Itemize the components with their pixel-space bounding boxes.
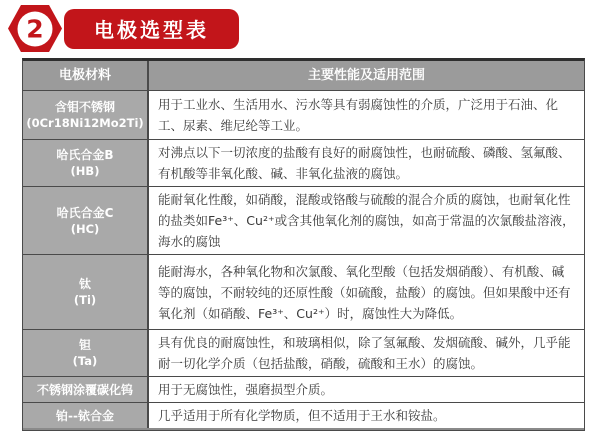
material-cell	[23, 377, 149, 402]
material-cell	[23, 255, 149, 329]
table-row	[23, 140, 584, 187]
table-row	[23, 377, 584, 403]
badge-number: 2	[26, 14, 44, 43]
description-text: 具有优良的耐腐蚀性，和玻璃相似，除了氢氟酸、发烟硫酸、碱外，几乎能耐一切化学介质（包括盐酸，硝酸，硫酸和王水）的腐蚀。	[158, 335, 571, 371]
description-cell	[149, 255, 584, 329]
page-header	[0, 0, 600, 52]
table-row	[23, 255, 584, 330]
material-code: (HC)	[70, 221, 100, 236]
table-row	[23, 91, 584, 140]
description-cell	[149, 377, 584, 402]
material-name: 哈氏合金B	[56, 148, 114, 162]
material-cell	[23, 91, 149, 139]
description-text: 能耐氧化性酸，如硝酸，混酸或铬酸与硫酸的混合介质的腐蚀，也耐氧化性的盐类如Fe³⁺、Cu²⁺或含其他氧化剂的腐蚀，如高于常温的次氯酸盐溶液，海水的腐蚀	[158, 192, 575, 249]
material-cell	[23, 140, 149, 186]
description-cell	[149, 330, 584, 376]
material-name: 钛	[78, 277, 91, 291]
electrode-selection-table	[22, 58, 585, 431]
material-code: (0Cr18Ni12Mo2Ti)	[26, 116, 144, 130]
material-name: 哈氏合金C	[56, 205, 114, 220]
table-header-row	[23, 61, 584, 91]
material-cell	[23, 330, 149, 376]
material-cell	[23, 187, 149, 254]
description-cell	[149, 403, 584, 428]
description-text: 对沸点以下一切浓度的盐酸有良好的耐腐蚀性，也耐硫酸、磷酸、氢氟酸、有机酸等非氧化酸、碱、非氧化盐液的腐蚀。	[158, 145, 571, 181]
description-text: 几乎适用于所有化学物质，但不适用于王水和铵盐。	[158, 408, 446, 423]
description-cell	[149, 140, 584, 186]
table-row	[23, 187, 584, 255]
page-title: 电极选型表	[64, 9, 239, 49]
description-cell	[149, 187, 584, 254]
material-code: (HB)	[70, 164, 100, 178]
description-text: 能耐海水，各种氧化物和次氯酸、氧化型酸（包括发烟硝酸）、有机酸、碱等的腐蚀，不耐较纯的还原性酸（如硫酸，盐酸）的腐蚀。但如果酸中还有氧化剂（如硝酸、Fe³⁺、Cu²⁺）时，腐蚀性大为降低。	[158, 263, 571, 321]
description-cell	[149, 91, 584, 139]
table-row	[23, 330, 584, 377]
material-name: 钽	[78, 338, 91, 352]
material-code: (Ti)	[73, 293, 97, 307]
material-name: 铂--铱合金	[56, 408, 114, 423]
badge-circle	[18, 11, 53, 46]
material-code: (Ta)	[72, 354, 98, 368]
description-text: 用于无腐蚀性，强磨损型介质。	[158, 382, 334, 397]
performance-column-header: 主要性能及适用范围	[149, 61, 584, 90]
material-cell	[23, 403, 149, 428]
description-text: 用于工业水、生活用水、污水等具有弱腐蚀性的介质，广泛用于石油、化工、尿素、维尼纶等工业。	[158, 97, 559, 133]
section-number-badge	[8, 5, 62, 52]
material-name: 不锈钢涂覆碳化钨	[36, 382, 133, 397]
material-column-header: 电极材料	[23, 61, 149, 90]
material-name: 含钼不锈钢	[54, 100, 115, 114]
table-row	[23, 403, 584, 430]
